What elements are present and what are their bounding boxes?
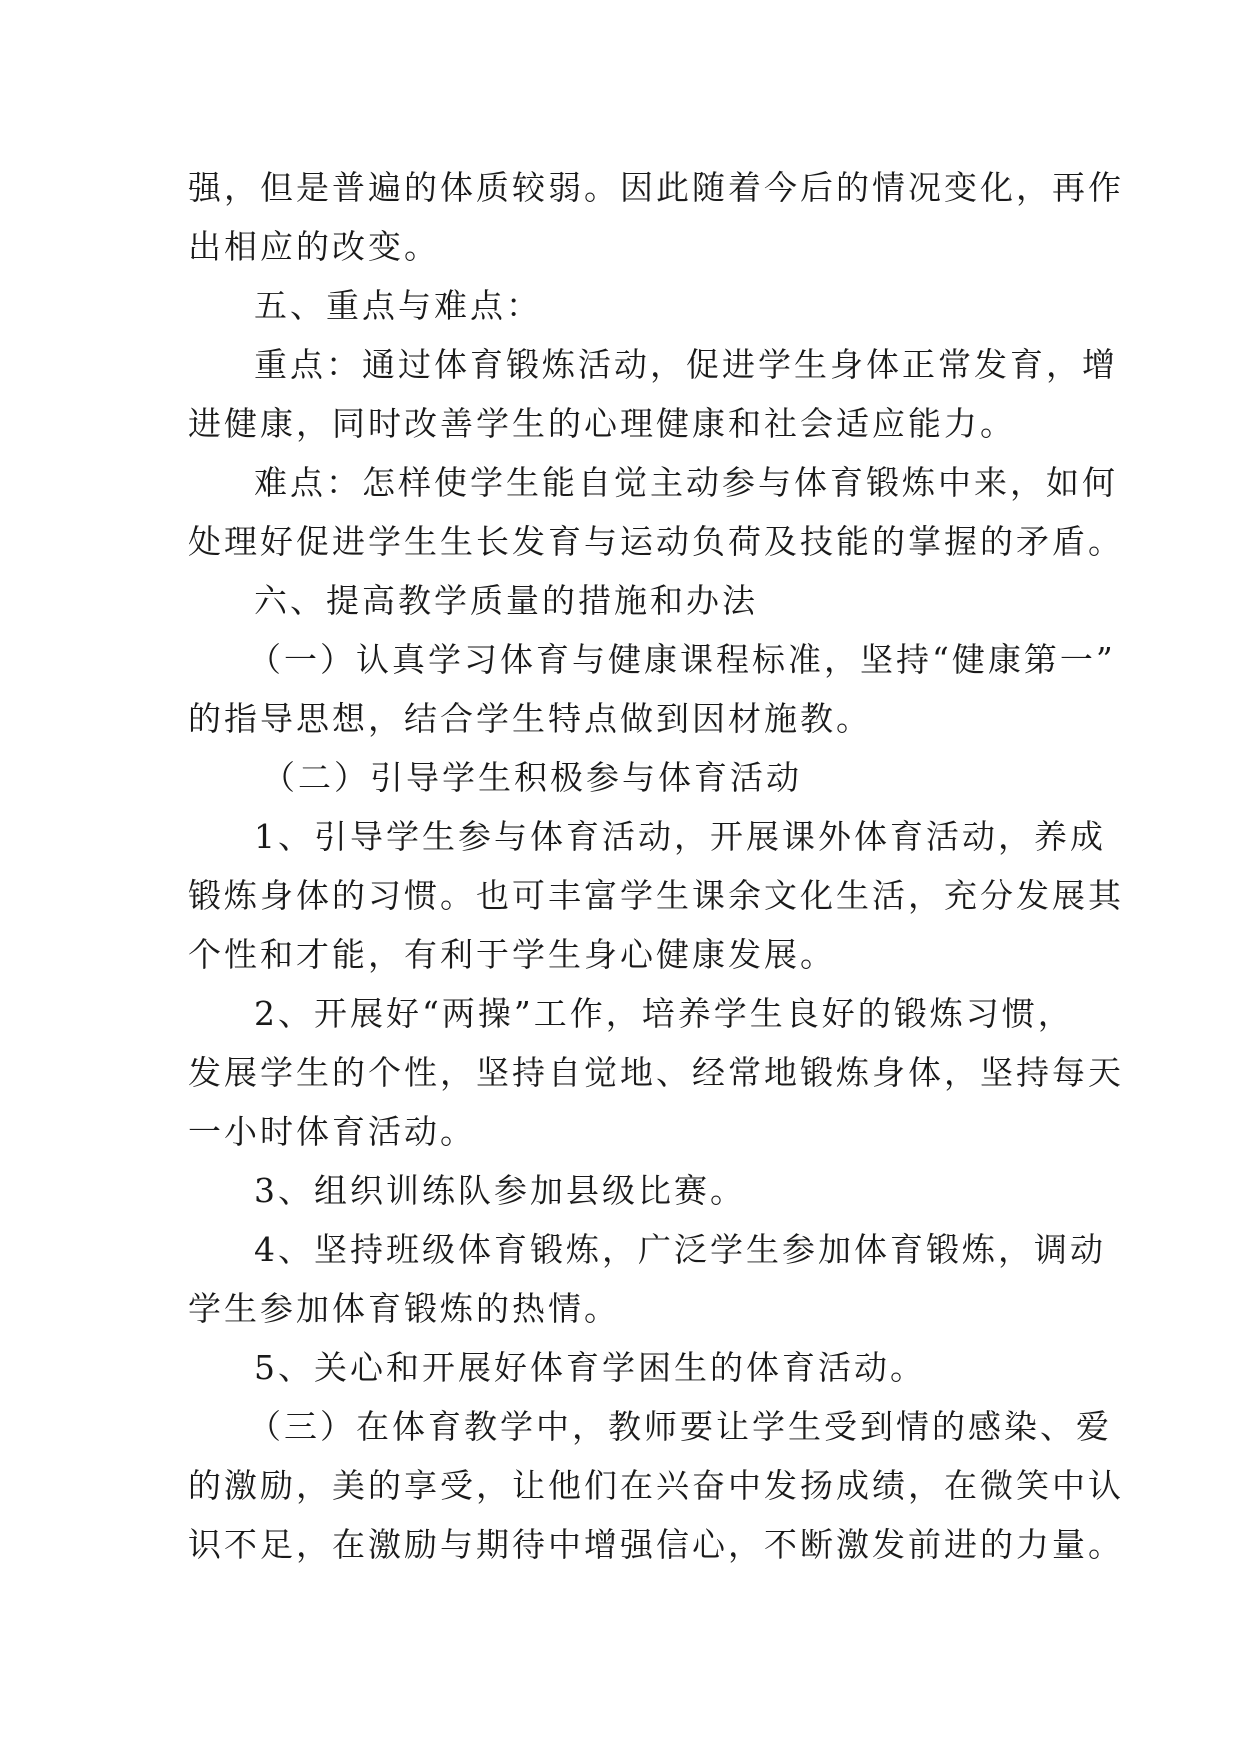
list-item-line: 4、坚持班级体育锻炼，广泛学生参加体育锻炼，调动 — [254, 1230, 1106, 1269]
paragraph-line: 处理好促进学生生长发育与运动负荷及技能的掌握的矛盾。 — [188, 522, 1124, 561]
paragraph-line: 的指导思想，结合学生特点做到因材施教。 — [188, 699, 872, 738]
paragraph-line: 出相应的改变。 — [188, 227, 440, 266]
paragraph-line: 强，但是普遍的体质较弱。因此随着今后的情况变化，再作 — [188, 168, 1124, 207]
document-body — [188, 158, 1124, 1574]
list-item-line: 2、开展好“两操”工作，培养学生良好的锻炼习惯， — [254, 994, 1074, 1033]
paragraph-line: 进健康，同时改善学生的心理健康和社会适应能力。 — [188, 404, 1016, 443]
paragraph-line: 锻炼身体的习惯。也可丰富学生课余文化生活，充分发展其 — [188, 876, 1124, 915]
list-item-line: 1、引导学生参与体育活动，开展课外体育活动，养成 — [254, 817, 1106, 856]
paragraph-line: 一小时体育活动。 — [188, 1112, 476, 1151]
paragraph-line: 的激励，美的享受，让他们在兴奋中发扬成绩，在微笑中认 — [188, 1466, 1124, 1505]
section-heading: 五、重点与难点： — [254, 286, 542, 325]
subsection-heading: （一）认真学习体育与健康课程标准，坚持“健康第一” — [248, 640, 1116, 679]
paragraph-line: 难点：怎样使学生能自觉主动参与体育锻炼中来，如何 — [254, 463, 1118, 502]
paragraph-line: 识不足，在激励与期待中增强信心，不断激发前进的力量。 — [188, 1525, 1124, 1564]
paragraph-line: 学生参加体育锻炼的热情。 — [188, 1289, 620, 1328]
subsection-heading: （三）在体育教学中，教师要让学生受到情的感染、爱 — [248, 1407, 1112, 1446]
paragraph-line: 重点：通过体育锻炼活动，促进学生身体正常发育，增 — [254, 345, 1118, 384]
section-heading: 六、提高教学质量的措施和办法 — [254, 581, 758, 620]
paragraph-line: 发展学生的个性，坚持自觉地、经常地锻炼身体，坚持每天 — [188, 1053, 1124, 1092]
list-item-line: 3、组织训练队参加县级比赛。 — [254, 1171, 746, 1210]
paragraph-line: 个性和才能，有利于学生身心健康发展。 — [188, 935, 836, 974]
list-item-line: 5、关心和开展好体育学困生的体育活动。 — [254, 1348, 926, 1387]
subsection-heading: （二）引导学生积极参与体育活动 — [262, 758, 802, 797]
